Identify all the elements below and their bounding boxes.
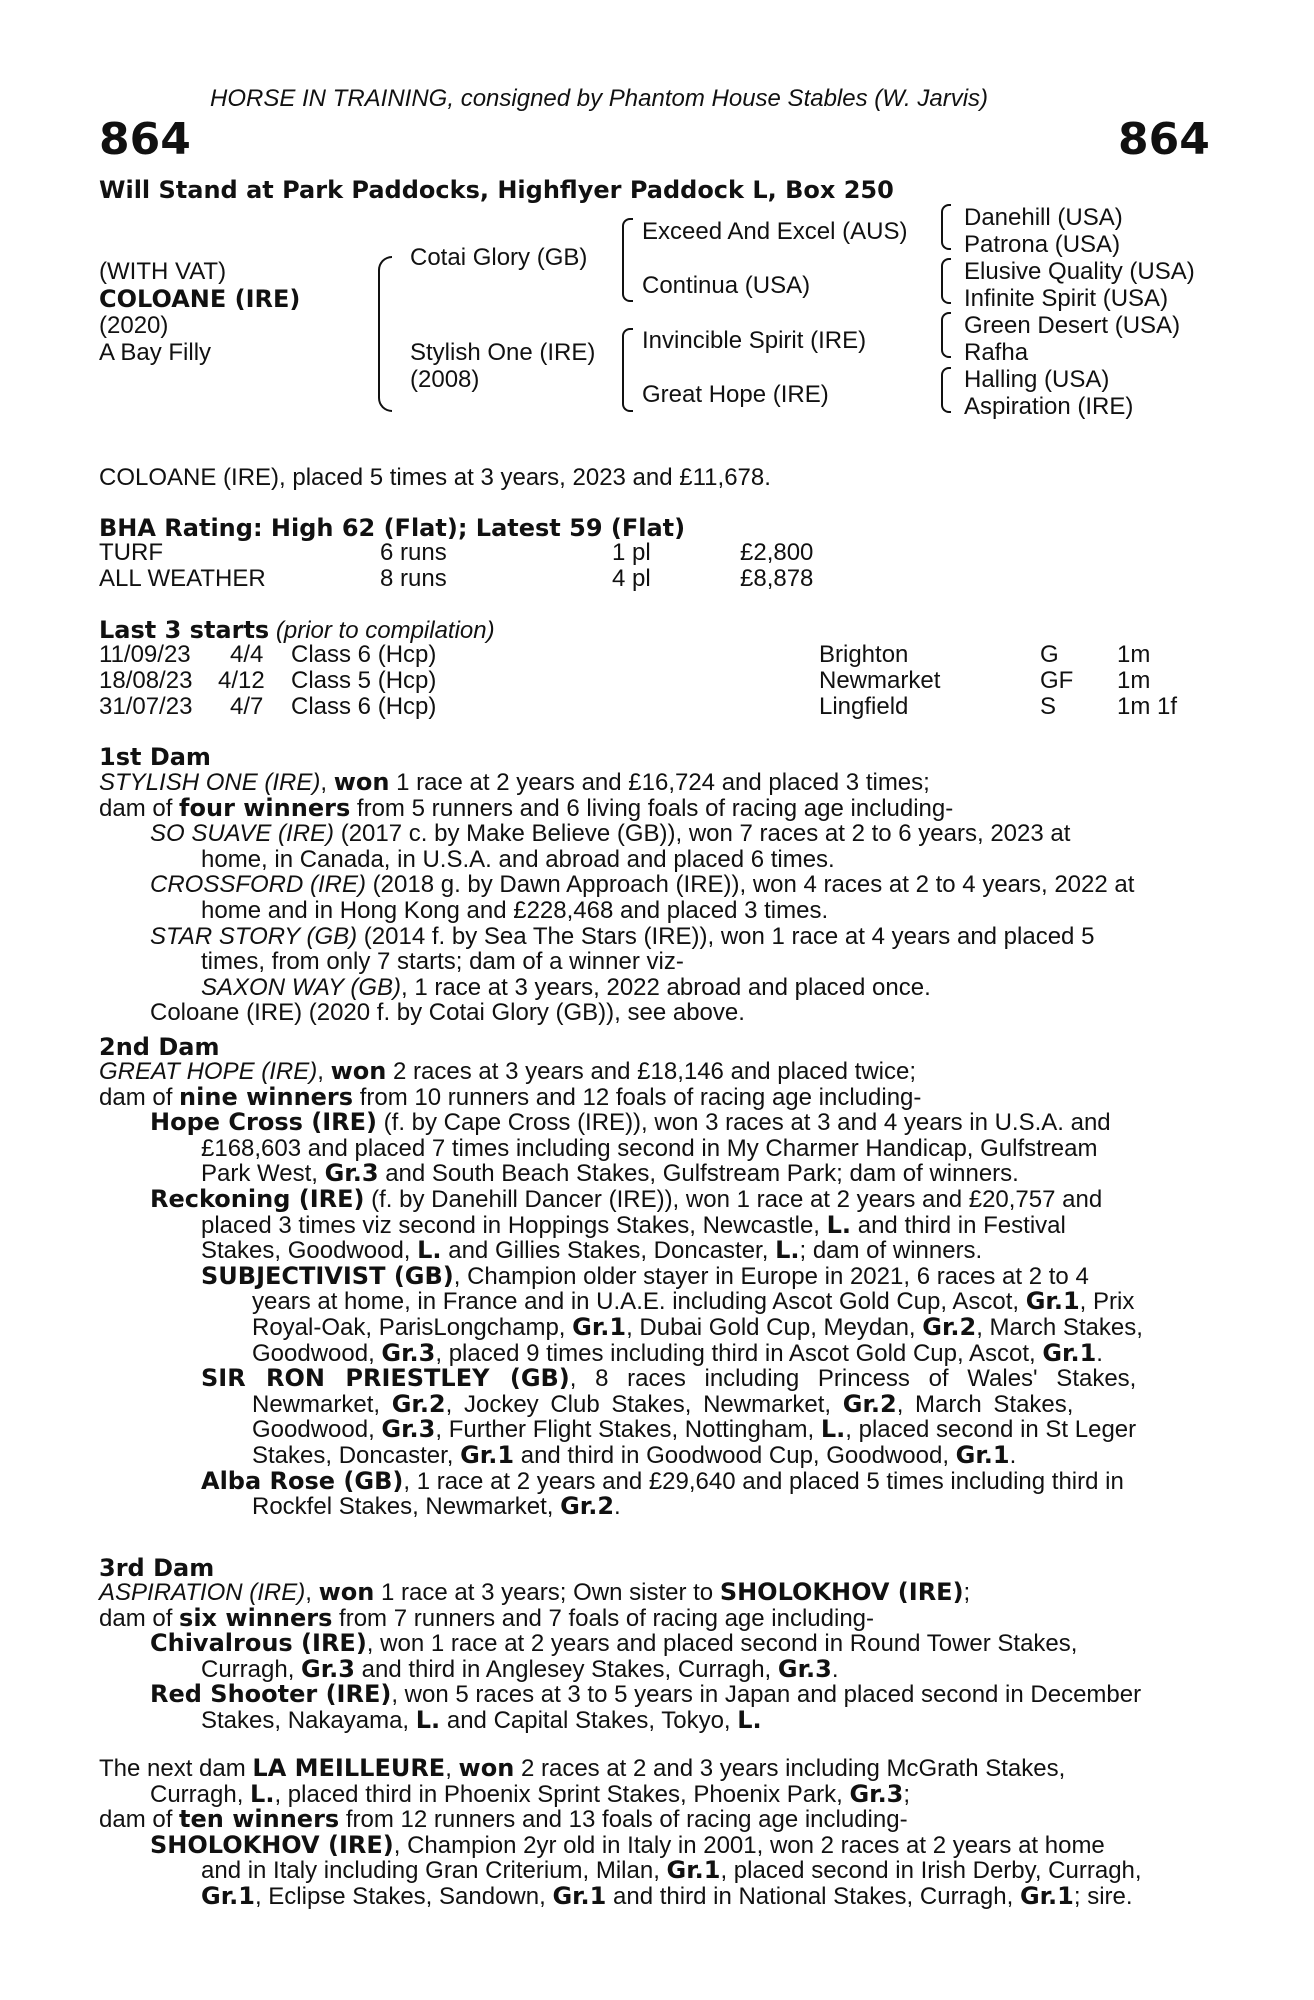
start-class: Class 6 (Hcp): [291, 641, 437, 668]
start-class: Class 6 (Hcp): [291, 693, 437, 720]
start-date: 31/07/23: [99, 693, 193, 720]
produce-entry-cont: Stakes, Doncaster, Gr.1 and third in Goodwood Cup, Goodwood, Gr.1.: [252, 1440, 1017, 1469]
pedigree-brace-g4: [941, 367, 951, 413]
pedigree-g5: Green Desert (USA): [964, 312, 1181, 339]
produce-entry: CROSSFORD (IRE) (2018 g. by Dawn Approach (IRE)), won 4 races at 2 to 4 years, 2022 at: [150, 871, 1135, 899]
produce-entry-cont: Royal-Oak, ParisLongchamp, Gr.1, Dubai Gold Cup, Meydan, Gr.2, March Stakes,: [252, 1312, 1143, 1341]
pedigree-g6: Rafha: [964, 339, 1029, 366]
bha-prize: £8,878: [740, 565, 814, 592]
produce-entry-cont: Goodwood, Gr.3, Further Flight Stakes, Nottingham, L., placed second in St Leger: [252, 1415, 1137, 1444]
produce-entry-cont: Stakes, Goodwood, L. and Gillies Stakes, Doncaster, L.; dam of winners.: [201, 1236, 983, 1265]
start-position: 4/4: [230, 641, 264, 668]
start-position: 4/12: [218, 667, 265, 694]
pedigree-g1: Danehill (USA): [964, 204, 1123, 231]
start-course: Lingfield: [819, 693, 909, 720]
produce-entry: SO SUAVE (IRE) (2017 c. by Make Believe (GB)), won 7 races at 2 to 6 years, 2023 at: [150, 820, 1071, 848]
produce-entry-cont: Newmarket, Gr.2, Jockey Club Stakes, Newmarket, Gr.2, March Stakes,: [252, 1389, 1074, 1418]
start-going: S: [1040, 693, 1057, 720]
produce-entry-cont: Rockfel Stakes, Newmarket, Gr.2.: [252, 1492, 621, 1521]
start-distance: 1m 1f: [1117, 693, 1178, 720]
dam3-line: ASPIRATION (IRE), won 1 race at 3 years; Own sister to SHOLOKHOV (IRE);: [99, 1578, 971, 1606]
produce-entry: STAR STORY (GB) (2014 f. by Sea The Stars (IRE)), won 1 race at 4 years and placed 5: [150, 922, 1095, 950]
start-going: G: [1040, 641, 1059, 668]
produce-entry-sub: SAXON WAY (GB), 1 race at 3 years, 2022 abroad and placed once.: [201, 973, 931, 1001]
dam1-heading: 1st Dam: [99, 743, 211, 771]
produce-entry-cont: £168,603 and placed 7 times including second in My Charmer Handicap, Gulfstream: [201, 1134, 1098, 1162]
bha-prize: £2,800: [740, 539, 814, 566]
location-line: Will Stand at Park Paddocks, Highflyer Paddock L, Box 250: [99, 176, 894, 204]
produce-entry-cont: and in Italy including Gran Criterium, Milan, Gr.1, placed second in Irish Derby, Curragh,: [201, 1856, 1142, 1885]
last-starts-heading: Last 3 starts (prior to compilation): [99, 616, 495, 644]
bha-runs: 8 runs: [380, 565, 447, 592]
pedigree-g7: Halling (USA): [964, 366, 1110, 393]
vat-label: (WITH VAT): [99, 258, 227, 285]
pedigree-g2: Patrona (USA): [964, 231, 1121, 258]
produce-entry-cont: times, from only 7 starts; dam of a winner viz-: [201, 948, 684, 976]
next-dam-produce-line: dam of ten winners from 12 runners and 13 foals of racing age including-: [99, 1805, 908, 1834]
bha-placed: 4 pl: [612, 565, 651, 592]
bha-runs: 6 runs: [380, 539, 447, 566]
pedigree-g4: Infinite Spirit (USA): [964, 285, 1169, 312]
start-position: 4/7: [230, 693, 264, 720]
produce-entry-cont: Park West, Gr.3 and South Beach Stakes, Gulfstream Park; dam of winners.: [201, 1159, 1019, 1188]
produce-entry: SHOLOKHOV (IRE), Champion 2yr old in Italy in 2001, won 2 races at 2 years at home: [150, 1830, 1105, 1859]
pedigree-sire-dam: Continua (USA): [642, 272, 811, 299]
bha-placed: 1 pl: [612, 539, 651, 566]
pedigree-brace-main: [378, 256, 392, 412]
dam2-section: [99, 1059, 1203, 1520]
dam1-line: STYLISH ONE (IRE), won 1 race at 2 years and £16,724 and placed 3 times;: [99, 768, 930, 796]
pedigree-g3: Elusive Quality (USA): [964, 258, 1195, 285]
pedigree-brace-g2: [941, 258, 951, 304]
pedigree-sire: Cotai Glory (GB): [410, 244, 588, 271]
start-distance: 1m: [1117, 641, 1151, 668]
produce-entry-cont: placed 3 times viz second in Hoppings Stakes, Newcastle, L. and third in Festival: [201, 1210, 1066, 1239]
bha-heading: BHA Rating: High 62 (Flat); Latest 59 (Flat): [99, 514, 686, 542]
pedigree-dam-dam: Great Hope (IRE): [642, 381, 829, 408]
pedigree-brace-dam: [622, 328, 633, 412]
pedigree-dam-year: (2008): [410, 366, 480, 393]
produce-entry-cont: Goodwood, Gr.3, placed 9 times including third in Ascot Gold Cup, Ascot, Gr.1.: [252, 1338, 1103, 1367]
produce-entry: Coloane (IRE) (2020 f. by Cotai Glory (GB)), see above.: [150, 999, 745, 1027]
bha-surface: TURF: [99, 539, 163, 566]
dam3-heading: 3rd Dam: [99, 1554, 215, 1582]
start-course: Brighton: [819, 641, 909, 668]
start-date: 18/08/23: [99, 667, 193, 694]
next-dam-line-cont: Curragh, L., placed third in Phoenix Sprint Stakes, Phoenix Park, Gr.3;: [150, 1779, 911, 1808]
horse-name: COLOANE (IRE): [99, 285, 301, 313]
pedigree-brace-sire: [622, 218, 633, 302]
dam1-section: [99, 770, 1203, 1026]
produce-entry-cont: home and in Hong Kong and £228,468 and placed 3 times.: [201, 896, 829, 924]
produce-entry-sub: SUBJECTIVIST (GB), Champion older stayer in Europe in 2021, 6 races at 2 to 4: [201, 1261, 1089, 1290]
produce-entry: Hope Cross (IRE) (f. by Cape Cross (IRE)), won 3 races at 3 and 4 years in U.S.A. and: [150, 1108, 1111, 1137]
pedigree-sire-sire: Exceed And Excel (AUS): [642, 218, 908, 245]
produce-entry-sub: SIR RON PRIESTLEY (GB), 8 races including Princess of Wales' Stakes,: [201, 1364, 1137, 1393]
lot-number-right: 864: [1118, 114, 1210, 165]
produce-entry-cont: Stakes, Nakayama, L. and Capital Stakes, Tokyo, L.: [201, 1705, 762, 1734]
horse-year: (2020): [99, 312, 169, 339]
pedigree-dam-sire: Invincible Spirit (IRE): [642, 327, 867, 354]
start-going: GF: [1040, 667, 1074, 694]
consignment-line: HORSE IN TRAINING, consigned by Phantom House Stables (W. Jarvis): [210, 85, 989, 112]
pedigree-brace-g1: [941, 204, 951, 250]
dam3-produce-line: dam of six winners from 7 runners and 7 foals of racing age including-: [99, 1603, 875, 1632]
pedigree-g8: Aspiration (IRE): [964, 393, 1134, 420]
dam2-produce-line: dam of nine winners from 10 runners and 12 foals of racing age including-: [99, 1082, 922, 1111]
dam2-line: GREAT HOPE (IRE), won 2 races at 3 years and £18,146 and placed twice;: [99, 1057, 917, 1085]
next-dam-line: The next dam LA MEILLEURE, won 2 races at 2 and 3 years including McGrath Stakes,: [99, 1754, 1066, 1782]
lot-number-left: 864: [99, 114, 191, 165]
pedigree-brace-g3: [941, 312, 951, 358]
produce-entry-sub: Alba Rose (GB), 1 race at 2 years and £29,640 and placed 5 times including third in: [201, 1466, 1124, 1495]
produce-entry-cont: home, in Canada, in U.S.A. and abroad and placed 6 times.: [201, 845, 835, 873]
horse-description: A Bay Filly: [99, 339, 212, 366]
pedigree-dam: Stylish One (IRE): [410, 339, 596, 366]
dam3-section: [99, 1580, 1203, 1734]
dam2-heading: 2nd Dam: [99, 1033, 220, 1061]
produce-entry: Reckoning (IRE) (f. by Danehill Dancer (IRE)), won 1 race at 2 years and £20,757 and: [150, 1184, 1103, 1213]
produce-entry: Chivalrous (IRE), won 1 race at 2 years and placed second in Round Tower Stakes,: [150, 1629, 1078, 1658]
start-date: 11/09/23: [99, 641, 191, 668]
next-dam-section: [99, 1756, 1203, 1910]
start-course: Newmarket: [819, 667, 941, 694]
dam1-produce-line: dam of four winners from 5 runners and 6 living foals of racing age including-: [99, 793, 954, 822]
produce-entry-cont: Gr.1, Eclipse Stakes, Sandown, Gr.1 and third in National Stakes, Curragh, Gr.1; sire.: [201, 1881, 1133, 1910]
start-class: Class 5 (Hcp): [291, 667, 437, 694]
produce-entry-cont: Curragh, Gr.3 and third in Anglesey Stakes, Curragh, Gr.3.: [201, 1654, 839, 1683]
start-distance: 1m: [1117, 667, 1151, 694]
bha-surface: ALL WEATHER: [99, 565, 266, 592]
produce-entry: Red Shooter (IRE), won 5 races at 3 to 5 years in Japan and placed second in December: [150, 1680, 1142, 1709]
produce-entry-cont: years at home, in France and in U.A.E. including Ascot Gold Cup, Ascot, Gr.1, Prix: [252, 1287, 1135, 1316]
summary-line: COLOANE (IRE), placed 5 times at 3 years, 2023 and £11,678.: [99, 464, 771, 491]
